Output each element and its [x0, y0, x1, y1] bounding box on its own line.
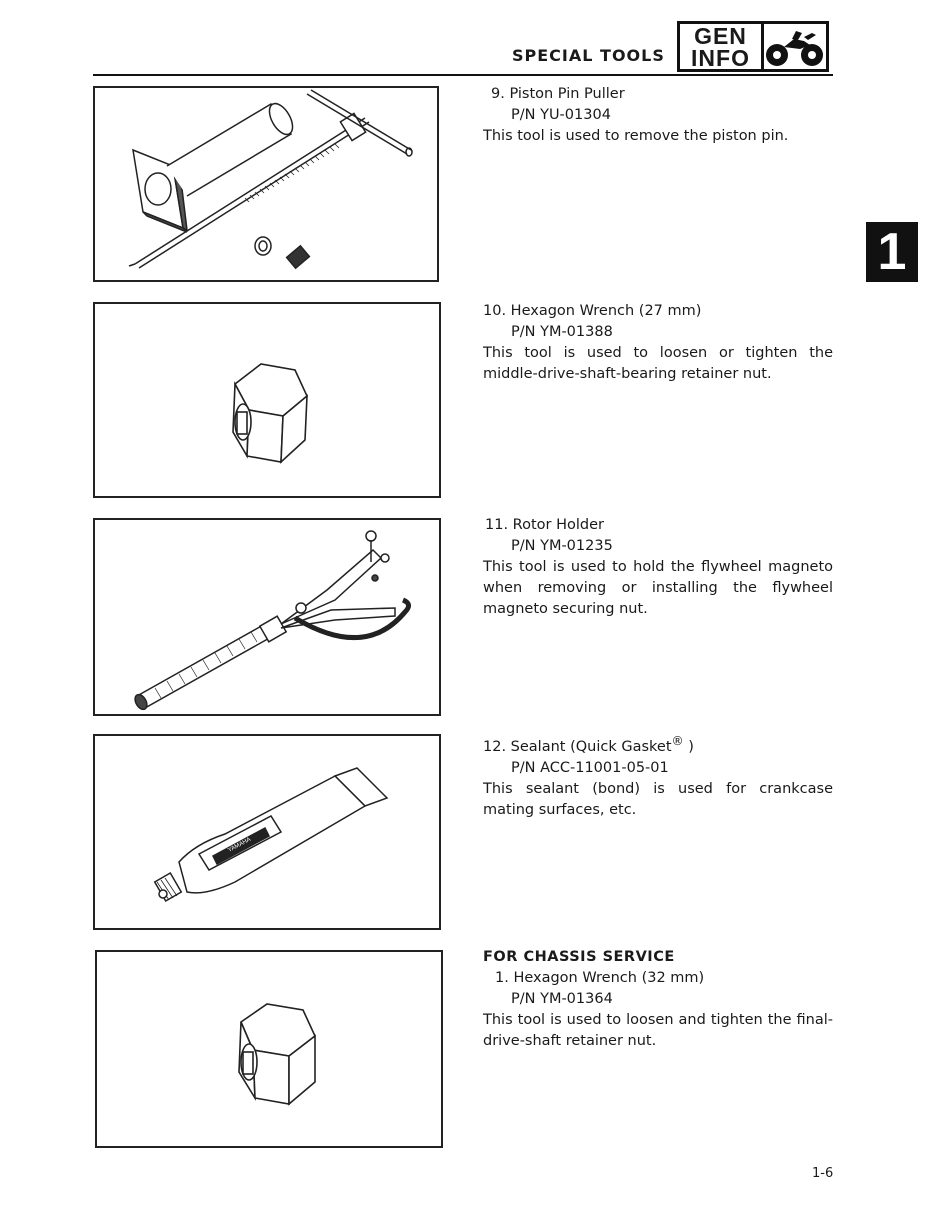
gen-info-text	[680, 24, 764, 69]
entry-sealant	[483, 731, 833, 821]
entry-rotor-holder	[483, 515, 833, 620]
header-rule	[93, 74, 833, 76]
gen-label: GEN	[694, 22, 747, 49]
figure-rotor-holder	[93, 518, 441, 716]
chapter-tab: 1	[866, 222, 918, 282]
tool-title: 11. Rotor Holder	[485, 517, 604, 533]
part-number: P/N YM-01388	[511, 324, 613, 340]
hex-nut-icon	[97, 952, 445, 1150]
tool-title-end: )	[683, 738, 694, 755]
page-section-title: SPECIAL TOOLS	[512, 46, 665, 65]
figure-piston-pin-puller	[93, 86, 439, 282]
entry-hexagon-wrench-32	[483, 947, 833, 1052]
page-number: 1-6	[812, 1166, 834, 1181]
section-heading: FOR CHASSIS SERVICE	[483, 949, 675, 965]
tool-title: 9. Piston Pin Puller	[491, 86, 625, 102]
sealant-tube-icon	[95, 736, 443, 932]
entry-hexagon-wrench-27	[483, 301, 833, 385]
tool-title: 10. Hexagon Wrench (27 mm)	[483, 303, 702, 319]
tool-description: This tool is used to loosen and tighten the final-drive-shaft retainer nut.	[483, 1012, 833, 1049]
part-number: P/N YM-01235	[511, 538, 613, 554]
atv-icon	[764, 24, 826, 69]
tool-title-main: 12. Sealant (Quick Gasket	[483, 738, 672, 755]
rotor-holder-icon	[95, 520, 443, 718]
tool-description: This tool is used to hold the flywheel magneto when removing or installing the flywheel magneto securing nut.	[483, 559, 833, 617]
part-number: P/N YU-01304	[511, 107, 611, 123]
figure-hexagon-wrench-32	[95, 950, 443, 1148]
registered-mark: ®	[671, 734, 684, 748]
tool-title: 1. Hexagon Wrench (32 mm)	[495, 970, 705, 986]
tool-description: This tool is used to loosen or tighten the middle-drive-shaft-bearing retainer nut.	[483, 345, 833, 382]
part-number: P/N ACC-11001-05-01	[511, 759, 669, 776]
tool-description: This tool is used to remove the piston pin.	[483, 128, 789, 144]
figure-hexagon-wrench-27	[93, 302, 441, 498]
figure-sealant	[93, 734, 441, 930]
gen-info-badge	[677, 21, 829, 72]
entry-piston-pin-puller	[483, 84, 833, 147]
piston-pin-puller-icon	[95, 88, 441, 284]
tool-description: This sealant (bond) is used for crankcase mating surfaces, etc.	[483, 780, 833, 818]
part-number: P/N YM-01364	[511, 991, 613, 1007]
tube-label-text: YAMAHA	[227, 836, 252, 854]
info-label: INFO	[691, 44, 750, 71]
tool-title	[483, 731, 833, 758]
hex-nut-icon	[95, 304, 443, 500]
